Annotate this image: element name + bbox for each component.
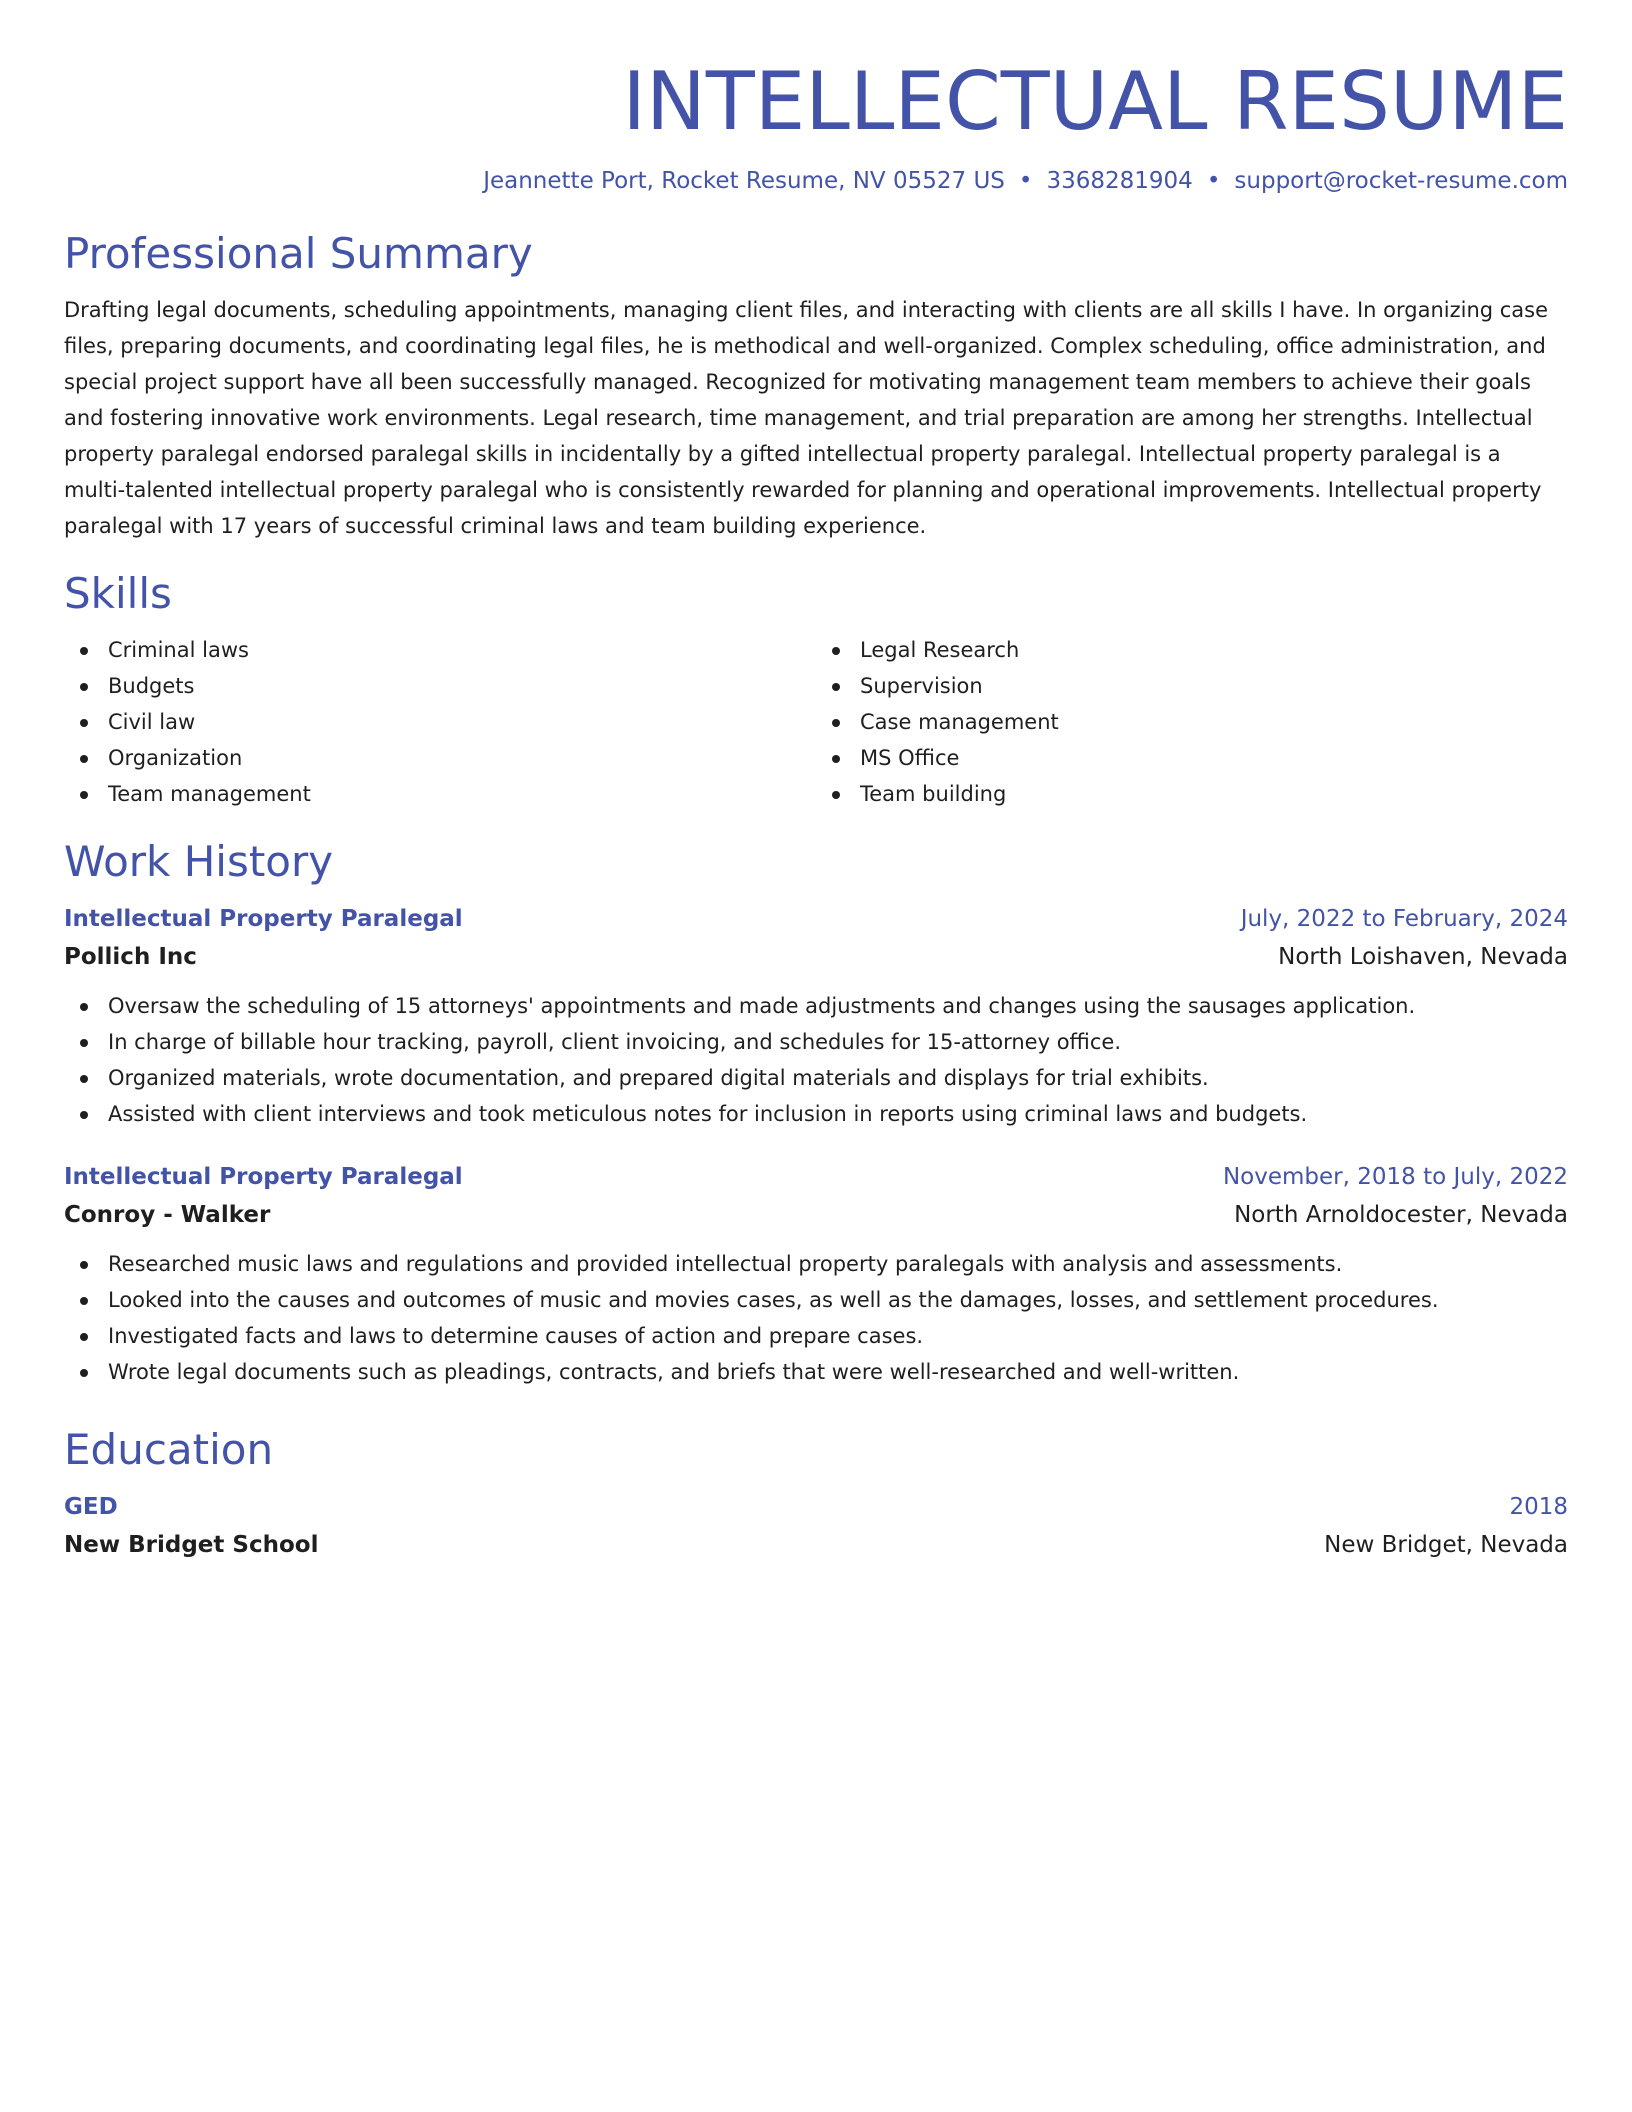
job-bullets — [64, 1246, 1568, 1390]
contact-email: support@rocket-resume.com — [1234, 168, 1568, 194]
education-school: New Bridget School — [64, 1532, 319, 1558]
education-entry — [64, 1488, 1568, 1564]
job-title: Intellectual Property Paralegal — [64, 1164, 463, 1190]
contact-phone: 3368281904 — [1046, 168, 1193, 194]
job-dates: July, 2022 to February, 2024 — [1240, 906, 1568, 932]
skills-column-right — [816, 632, 1568, 812]
education-header-row — [64, 1488, 1568, 1526]
job-company: Conroy - Walker — [64, 1202, 271, 1228]
job-bullet: Researched music laws and regulations and provided intellectual property paralegals with analysis and assessments. — [64, 1246, 1568, 1282]
resume-title: INTELLECTUAL RESUME — [622, 55, 1568, 148]
skill-item: Legal Research — [816, 632, 1568, 668]
summary-heading: Professional Summary — [64, 229, 533, 278]
skill-item: Supervision — [816, 668, 1568, 704]
job-entry — [64, 1158, 1568, 1390]
job-bullet: Oversaw the scheduling of 15 attorneys' appointments and made adjustments and changes using the sausages application. — [64, 988, 1568, 1024]
skill-item: Criminal laws — [64, 632, 816, 668]
education-year: 2018 — [1509, 1494, 1568, 1520]
skill-item: Case management — [816, 704, 1568, 740]
education-location: New Bridget, Nevada — [1324, 1532, 1568, 1558]
job-bullet: Looked into the causes and outcomes of music and movies cases, as well as the damages, losses, and settlement procedures. — [64, 1282, 1568, 1318]
skills-list — [64, 632, 1568, 812]
skill-item: Organization — [64, 740, 816, 776]
skill-item: Team management — [64, 776, 816, 812]
job-bullet: Wrote legal documents such as pleadings, contracts, and briefs that were well-researched and well-written. — [64, 1354, 1568, 1390]
skill-item: MS Office — [816, 740, 1568, 776]
job-bullets — [64, 988, 1568, 1132]
job-header-row — [64, 900, 1568, 938]
contact-address: Jeannette Port, Rocket Resume, NV 05527 US — [483, 168, 1005, 194]
skills-column-left — [64, 632, 816, 812]
job-bullet: Investigated facts and laws to determine causes of action and prepare cases. — [64, 1318, 1568, 1354]
summary-text: Drafting legal documents, scheduling appointments, managing client files, and interacting with clients are all skills I have. In organizing case files, preparing documents, and coordinating legal files, he is methodical and well-organized. Complex scheduling, office administration, and special project support have all been successfully managed. Recognized for motivating management team members to achieve their goals and fostering innovative work environments. Legal research, time management, and trial preparation are among her strengths. Intellectual property paralegal endorsed paralegal skills in incidentally by a gifted intellectual property paralegal. Intellectual property paralegal is a multi-talented intellectual property paralegal who is consistently rewarded for planning and operational improvements. Intellectual property paralegal with 17 years of successful criminal laws and team building experience. — [64, 298, 1549, 538]
job-company: Pollich Inc — [64, 944, 197, 970]
contact-separator: • — [1018, 168, 1033, 194]
education-degree: GED — [64, 1494, 118, 1520]
contact-separator: • — [1206, 168, 1221, 194]
job-bullet: In charge of billable hour tracking, payroll, client invoicing, and schedules for 15-attorney office. — [64, 1024, 1568, 1060]
job-header-row — [64, 1158, 1568, 1196]
job-company-row — [64, 1196, 1568, 1234]
skill-item: Team building — [816, 776, 1568, 812]
job-location: North Arnoldocester, Nevada — [1234, 1202, 1568, 1228]
job-title: Intellectual Property Paralegal — [64, 906, 463, 932]
education-school-row — [64, 1526, 1568, 1564]
job-bullet: Assisted with client interviews and took meticulous notes for inclusion in reports using criminal laws and budgets. — [64, 1096, 1568, 1132]
job-company-row — [64, 938, 1568, 976]
skill-item: Budgets — [64, 668, 816, 704]
work-history-heading: Work History — [64, 837, 334, 886]
job-dates: November, 2018 to July, 2022 — [1222, 1164, 1568, 1190]
job-location: North Loishaven, Nevada — [1278, 944, 1568, 970]
job-entry — [64, 900, 1568, 1132]
contact-line — [64, 168, 1568, 194]
skills-heading: Skills — [64, 569, 172, 618]
education-heading: Education — [64, 1425, 274, 1474]
job-bullet: Organized materials, wrote documentation, and prepared digital materials and displays for trial exhibits. — [64, 1060, 1568, 1096]
skill-item: Civil law — [64, 704, 816, 740]
